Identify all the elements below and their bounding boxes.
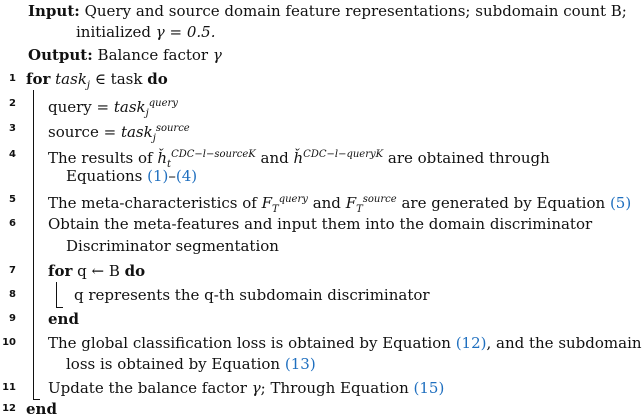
input-label: Input: (28, 2, 80, 20)
equation-ref-link[interactable]: (1) (147, 167, 169, 185)
inner-for-block-rule (56, 282, 57, 307)
line-number: 1 (9, 73, 16, 84)
equation-ref-link[interactable]: (15) (413, 379, 445, 397)
line-number: 6 (9, 218, 16, 229)
line-number: 3 (9, 123, 16, 134)
task-var: task (120, 123, 153, 141)
line-number: 2 (9, 98, 16, 109)
for-block-tick (33, 399, 40, 400)
loop-in: ∈ task (94, 70, 143, 88)
input-initialized: initialized (76, 23, 151, 41)
line-number: 11 (2, 382, 16, 393)
line-number: 8 (9, 289, 16, 300)
keyword-for: for (26, 70, 51, 88)
task-var: task (113, 98, 146, 116)
query-assign: query = (48, 98, 114, 116)
equation-ref-link[interactable]: (4) (175, 167, 198, 185)
gamma-init: γ = 0.5. (155, 23, 216, 41)
output-label: Output: (28, 46, 93, 64)
output-text: Balance factor (97, 46, 209, 64)
line-number: 7 (9, 265, 16, 276)
source-assign: source = (48, 123, 121, 141)
line-number: 12 (2, 403, 16, 414)
line-number: 4 (9, 149, 16, 160)
equation-ref-link[interactable]: (5) (609, 194, 632, 212)
line-number: 9 (9, 313, 16, 324)
equation-ref-link[interactable]: (13) (284, 355, 316, 373)
output-symbol: γ (212, 46, 222, 64)
for-block-rule (33, 90, 34, 399)
loop-var-sub: j (86, 80, 91, 91)
line-number: 10 (2, 337, 16, 348)
line-number: 5 (9, 194, 16, 205)
algorithm-block: Input: Query and source domain feature representations; subdomain count B; initialized γ = 0.5. Output: Balance factor γ 1 for task$_j$ ∈ task do 2 query = task$_j^{query}$ 3 source = task$_j^{source}$ 4 The results of $ȟ_t^{CDC-l-sourceK}$ and $ȟ^{CDC-l-queryK}$ are obtained through Equations (1)–(4) 5 The meta-characteristics of $F_T^{query}$ and $F_T^{source}$ are generated by Equation (5) 6 Obtain the meta-features and input them into the domain discriminator Discriminator segmentation 7 for q ← B do 8 q represents the q-th subdomain discriminator 9 end 10 The global classification loss is obtained by Equation (12), and the subdomain loss is obtained by Equation (13) 11 Update the balance factor γ; Through Equation (15) 12 end (0, 0, 620, 420)
equation-ref-link[interactable]: (12) (455, 334, 487, 352)
input-text: Query and source domain feature representations; subdomain count B; (84, 2, 627, 20)
loop-var: task (55, 70, 87, 88)
keyword-do: do (147, 70, 168, 88)
inner-for-block-tick (56, 307, 63, 308)
